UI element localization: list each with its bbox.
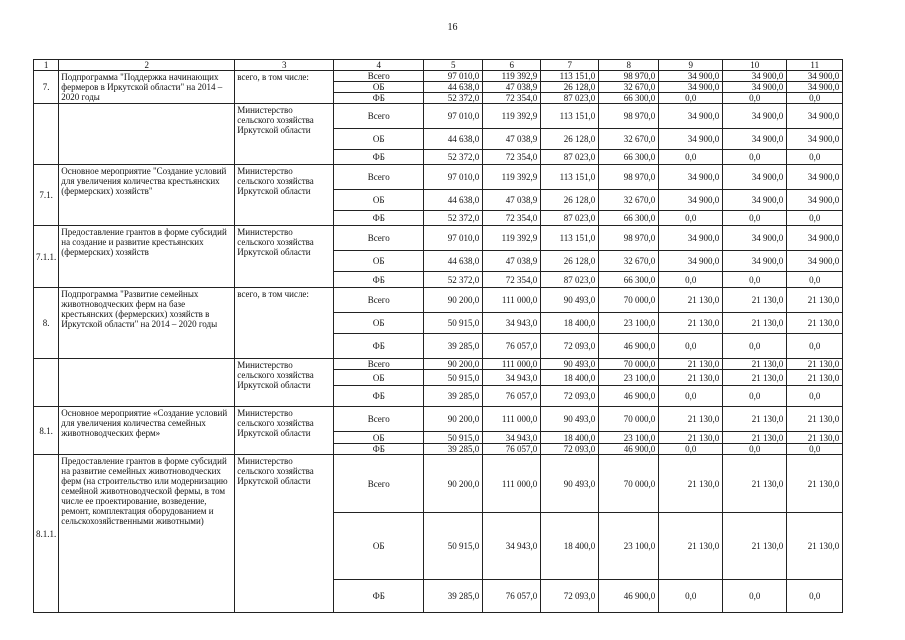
amount-cell: 66 300,0 (599, 150, 659, 165)
amount-cell: 111 000,0 (483, 407, 541, 432)
amount-cell: 32 670,0 (599, 129, 659, 150)
amount-cell: 90 493,0 (541, 407, 599, 432)
header-cell: 6 (483, 60, 541, 71)
amount-cell: 0,0 (787, 150, 843, 165)
amount-cell: 26 128,0 (541, 251, 599, 272)
amount-cell: 21 130,0 (787, 288, 843, 313)
header-cell: 3 (235, 60, 334, 71)
funding-source: ФБ (334, 272, 424, 288)
amount-cell: 34 900,0 (723, 82, 787, 93)
amount-cell: 52 372,0 (424, 272, 483, 288)
amount-cell: 23 100,0 (599, 432, 659, 444)
amount-cell: 76 057,0 (483, 334, 541, 359)
amount-cell: 0,0 (723, 150, 787, 165)
amount-cell: 111 000,0 (483, 359, 541, 370)
responsible-party: Министерство сельского хозяйства Иркутской области (235, 226, 334, 288)
amount-cell: 34 900,0 (787, 190, 843, 211)
amount-cell: 46 900,0 (599, 444, 659, 455)
amount-cell: 34 943,0 (483, 513, 541, 580)
amount-cell: 18 400,0 (541, 313, 599, 334)
amount-cell: 21 130,0 (659, 370, 723, 386)
amount-cell: 34 900,0 (659, 129, 723, 150)
amount-cell: 26 128,0 (541, 82, 599, 93)
amount-cell: 52 372,0 (424, 93, 483, 104)
item-name: Основное мероприятие "Создание условий для увеличения количества крестьянских (фермерских) хозяйств" (59, 165, 235, 226)
funding-source: ФБ (334, 211, 424, 226)
amount-cell: 52 372,0 (424, 150, 483, 165)
amount-cell: 34 900,0 (659, 251, 723, 272)
table-row (34, 407, 843, 432)
amount-cell: 66 300,0 (599, 93, 659, 104)
responsible-party: Министерство сельского хозяйства Иркутской области (235, 407, 334, 455)
amount-cell: 119 392,9 (483, 104, 541, 129)
amount-cell: 87 023,0 (541, 93, 599, 104)
amount-cell: 18 400,0 (541, 432, 599, 444)
funding-source: ФБ (334, 386, 424, 407)
amount-cell: 21 130,0 (659, 313, 723, 334)
amount-cell: 76 057,0 (483, 580, 541, 613)
responsible-party: Министерство сельского хозяйства Иркутской области (235, 104, 334, 165)
amount-cell: 50 915,0 (424, 370, 483, 386)
amount-cell: 0,0 (723, 386, 787, 407)
amount-cell: 46 900,0 (599, 334, 659, 359)
amount-cell: 23 100,0 (599, 313, 659, 334)
amount-cell: 32 670,0 (599, 190, 659, 211)
amount-cell: 119 392,9 (483, 226, 541, 251)
header-cell: 7 (541, 60, 599, 71)
amount-cell: 90 493,0 (541, 288, 599, 313)
amount-cell: 21 130,0 (659, 407, 723, 432)
amount-cell: 26 128,0 (541, 129, 599, 150)
amount-cell: 0,0 (659, 386, 723, 407)
amount-cell: 0,0 (659, 150, 723, 165)
amount-cell: 70 000,0 (599, 288, 659, 313)
amount-cell: 34 900,0 (659, 71, 723, 82)
amount-cell: 34 900,0 (787, 104, 843, 129)
header-cell: 1 (34, 60, 59, 71)
amount-cell: 0,0 (659, 272, 723, 288)
amount-cell: 50 915,0 (424, 432, 483, 444)
header-cell: 11 (787, 60, 843, 71)
amount-cell: 72 354,0 (483, 272, 541, 288)
item-number: 7.1.1. (34, 226, 59, 288)
item-name: Подпрограмма "Поддержка начинающих фермеров в Иркутской области" на 2014 – 2020 годы (59, 71, 235, 104)
item-name: Предоставление грантов в форме субсидий на развитие семейных животноводческих ферм (на строительство или модернизацию семейной животноводческой фермы, в том числе ее проектирование, возведение, ремонт, комплектация оборудованием и сельскохозяйственными животными) (59, 455, 235, 613)
amount-cell: 113 151,0 (541, 226, 599, 251)
item-name: Основное мероприятие «Создание условий для увеличения количества семейных животноводческих ферм» (59, 407, 235, 455)
funding-source: ОБ (334, 370, 424, 386)
amount-cell: 34 900,0 (723, 190, 787, 211)
amount-cell: 21 130,0 (787, 455, 843, 513)
amount-cell: 39 285,0 (424, 444, 483, 455)
amount-cell: 46 900,0 (599, 386, 659, 407)
header-cell: 8 (599, 60, 659, 71)
amount-cell: 39 285,0 (424, 334, 483, 359)
amount-cell: 50 915,0 (424, 513, 483, 580)
amount-cell: 0,0 (787, 93, 843, 104)
header-cell: 4 (334, 60, 424, 71)
amount-cell: 21 130,0 (723, 455, 787, 513)
funding-source: Всего (334, 226, 424, 251)
item-number (34, 359, 59, 407)
amount-cell: 119 392,9 (483, 71, 541, 82)
amount-cell: 52 372,0 (424, 211, 483, 226)
amount-cell: 76 057,0 (483, 444, 541, 455)
amount-cell: 113 151,0 (541, 71, 599, 82)
amount-cell: 87 023,0 (541, 272, 599, 288)
amount-cell: 21 130,0 (723, 513, 787, 580)
amount-cell: 21 130,0 (723, 359, 787, 370)
table-row (34, 104, 843, 129)
amount-cell: 0,0 (659, 334, 723, 359)
amount-cell: 21 130,0 (723, 288, 787, 313)
item-number (34, 104, 59, 165)
item-name: Подпрограмма "Развитие семейных животноводческих ферм на базе крестьянских (фермерских) хозяйств в Иркутской области" на 2014 – 2020 годы (59, 288, 235, 359)
item-number: 7.1. (34, 165, 59, 226)
header-cell: 5 (424, 60, 483, 71)
amount-cell: 0,0 (723, 334, 787, 359)
amount-cell: 34 900,0 (787, 129, 843, 150)
amount-cell: 97 010,0 (424, 226, 483, 251)
amount-cell: 98 970,0 (599, 165, 659, 190)
amount-cell: 34 900,0 (723, 71, 787, 82)
responsible-party: всего, в том числе: (235, 71, 334, 104)
amount-cell: 97 010,0 (424, 165, 483, 190)
amount-cell: 70 000,0 (599, 407, 659, 432)
amount-cell: 90 200,0 (424, 407, 483, 432)
amount-cell: 66 300,0 (599, 272, 659, 288)
amount-cell: 21 130,0 (787, 359, 843, 370)
amount-cell: 0,0 (659, 211, 723, 226)
amount-cell: 47 038,9 (483, 190, 541, 211)
funding-source: ФБ (334, 93, 424, 104)
amount-cell: 34 900,0 (723, 165, 787, 190)
funding-source: Всего (334, 165, 424, 190)
item-number: 8.1. (34, 407, 59, 455)
funding-source: ОБ (334, 251, 424, 272)
amount-cell: 98 970,0 (599, 226, 659, 251)
item-number: 7. (34, 71, 59, 104)
amount-cell: 34 900,0 (659, 82, 723, 93)
funding-source: ФБ (334, 444, 424, 455)
responsible-party: Министерство сельского хозяйства Иркутской области (235, 455, 334, 613)
amount-cell: 21 130,0 (659, 359, 723, 370)
amount-cell: 47 038,9 (483, 129, 541, 150)
amount-cell: 34 943,0 (483, 432, 541, 444)
amount-cell: 21 130,0 (787, 513, 843, 580)
amount-cell: 34 900,0 (787, 82, 843, 93)
amount-cell: 0,0 (787, 272, 843, 288)
budget-table (33, 59, 843, 613)
funding-source: Всего (334, 407, 424, 432)
amount-cell: 72 354,0 (483, 211, 541, 226)
amount-cell: 21 130,0 (659, 288, 723, 313)
amount-cell: 90 200,0 (424, 359, 483, 370)
responsible-party: Министерство сельского хозяйства Иркутской области (235, 165, 334, 226)
amount-cell: 34 900,0 (659, 104, 723, 129)
amount-cell: 44 638,0 (424, 82, 483, 93)
amount-cell: 0,0 (787, 580, 843, 613)
amount-cell: 34 900,0 (787, 165, 843, 190)
amount-cell: 23 100,0 (599, 513, 659, 580)
amount-cell: 34 900,0 (659, 165, 723, 190)
amount-cell: 72 093,0 (541, 444, 599, 455)
amount-cell: 34 900,0 (723, 251, 787, 272)
amount-cell: 34 943,0 (483, 370, 541, 386)
amount-cell: 97 010,0 (424, 71, 483, 82)
table-row (34, 288, 843, 313)
amount-cell: 0,0 (787, 444, 843, 455)
header-row (34, 60, 843, 71)
amount-cell: 34 900,0 (659, 226, 723, 251)
amount-cell: 0,0 (659, 444, 723, 455)
funding-source: Всего (334, 104, 424, 129)
amount-cell: 32 670,0 (599, 251, 659, 272)
amount-cell: 21 130,0 (659, 455, 723, 513)
amount-cell: 21 130,0 (787, 313, 843, 334)
amount-cell: 87 023,0 (541, 211, 599, 226)
funding-source: ОБ (334, 190, 424, 211)
amount-cell: 50 915,0 (424, 313, 483, 334)
amount-cell: 39 285,0 (424, 580, 483, 613)
amount-cell: 72 354,0 (483, 150, 541, 165)
amount-cell: 34 900,0 (787, 71, 843, 82)
amount-cell: 72 093,0 (541, 580, 599, 613)
funding-source: Всего (334, 71, 424, 82)
item-name: Предоставление грантов в форме субсидий на создание и развитие крестьянских (фермерских) хозяйств (59, 226, 235, 288)
amount-cell: 47 038,9 (483, 82, 541, 93)
amount-cell: 119 392,9 (483, 165, 541, 190)
amount-cell: 76 057,0 (483, 386, 541, 407)
amount-cell: 72 093,0 (541, 334, 599, 359)
amount-cell: 21 130,0 (723, 370, 787, 386)
amount-cell: 21 130,0 (723, 432, 787, 444)
amount-cell: 0,0 (723, 444, 787, 455)
page-number: 16 (447, 22, 458, 33)
amount-cell: 0,0 (723, 272, 787, 288)
amount-cell: 34 900,0 (787, 226, 843, 251)
amount-cell: 113 151,0 (541, 165, 599, 190)
amount-cell: 98 970,0 (599, 104, 659, 129)
header-cell: 2 (59, 60, 235, 71)
amount-cell: 0,0 (723, 580, 787, 613)
amount-cell: 72 093,0 (541, 386, 599, 407)
amount-cell: 18 400,0 (541, 370, 599, 386)
item-name (59, 359, 235, 407)
amount-cell: 70 000,0 (599, 455, 659, 513)
item-number: 8. (34, 288, 59, 359)
amount-cell: 46 900,0 (599, 580, 659, 613)
funding-source: Всего (334, 359, 424, 370)
amount-cell: 111 000,0 (483, 455, 541, 513)
responsible-party: Министерство сельского хозяйства Иркутской области (235, 359, 334, 407)
responsible-party: всего, в том числе: (235, 288, 334, 359)
amount-cell: 90 200,0 (424, 288, 483, 313)
funding-source: ОБ (334, 513, 424, 580)
amount-cell: 18 400,0 (541, 513, 599, 580)
funding-source: Всего (334, 288, 424, 313)
funding-source: ФБ (334, 580, 424, 613)
amount-cell: 21 130,0 (787, 407, 843, 432)
amount-cell: 98 970,0 (599, 71, 659, 82)
amount-cell: 32 670,0 (599, 82, 659, 93)
amount-cell: 26 128,0 (541, 190, 599, 211)
funding-source: ОБ (334, 313, 424, 334)
amount-cell: 0,0 (723, 93, 787, 104)
amount-cell: 90 200,0 (424, 455, 483, 513)
item-number: 8.1.1. (34, 455, 59, 613)
amount-cell: 44 638,0 (424, 129, 483, 150)
funding-source: ОБ (334, 82, 424, 93)
table-row (34, 71, 843, 82)
funding-source: ОБ (334, 432, 424, 444)
funding-source: ФБ (334, 334, 424, 359)
table-row (34, 359, 843, 370)
funding-source: Всего (334, 455, 424, 513)
amount-cell: 0,0 (787, 334, 843, 359)
table-row (34, 226, 843, 251)
amount-cell: 34 943,0 (483, 313, 541, 334)
amount-cell: 0,0 (787, 386, 843, 407)
amount-cell: 34 900,0 (659, 190, 723, 211)
amount-cell: 21 130,0 (787, 432, 843, 444)
amount-cell: 90 493,0 (541, 359, 599, 370)
amount-cell: 21 130,0 (723, 407, 787, 432)
amount-cell: 47 038,9 (483, 251, 541, 272)
amount-cell: 70 000,0 (599, 359, 659, 370)
table-row (34, 165, 843, 190)
amount-cell: 90 493,0 (541, 455, 599, 513)
amount-cell: 39 285,0 (424, 386, 483, 407)
amount-cell: 87 023,0 (541, 150, 599, 165)
amount-cell: 44 638,0 (424, 190, 483, 211)
amount-cell: 21 130,0 (787, 370, 843, 386)
amount-cell: 0,0 (659, 580, 723, 613)
amount-cell: 0,0 (659, 93, 723, 104)
header-cell: 10 (723, 60, 787, 71)
amount-cell: 34 900,0 (723, 104, 787, 129)
amount-cell: 97 010,0 (424, 104, 483, 129)
funding-source: ФБ (334, 150, 424, 165)
item-name (59, 104, 235, 165)
amount-cell: 34 900,0 (723, 226, 787, 251)
amount-cell: 113 151,0 (541, 104, 599, 129)
amount-cell: 21 130,0 (723, 313, 787, 334)
header-cell: 9 (659, 60, 723, 71)
amount-cell: 34 900,0 (723, 129, 787, 150)
amount-cell: 72 354,0 (483, 93, 541, 104)
amount-cell: 21 130,0 (659, 432, 723, 444)
amount-cell: 66 300,0 (599, 211, 659, 226)
funding-source: ОБ (334, 129, 424, 150)
amount-cell: 23 100,0 (599, 370, 659, 386)
amount-cell: 0,0 (787, 211, 843, 226)
amount-cell: 0,0 (723, 211, 787, 226)
amount-cell: 34 900,0 (787, 251, 843, 272)
amount-cell: 21 130,0 (659, 513, 723, 580)
table-row (34, 455, 843, 513)
amount-cell: 111 000,0 (483, 288, 541, 313)
amount-cell: 44 638,0 (424, 251, 483, 272)
